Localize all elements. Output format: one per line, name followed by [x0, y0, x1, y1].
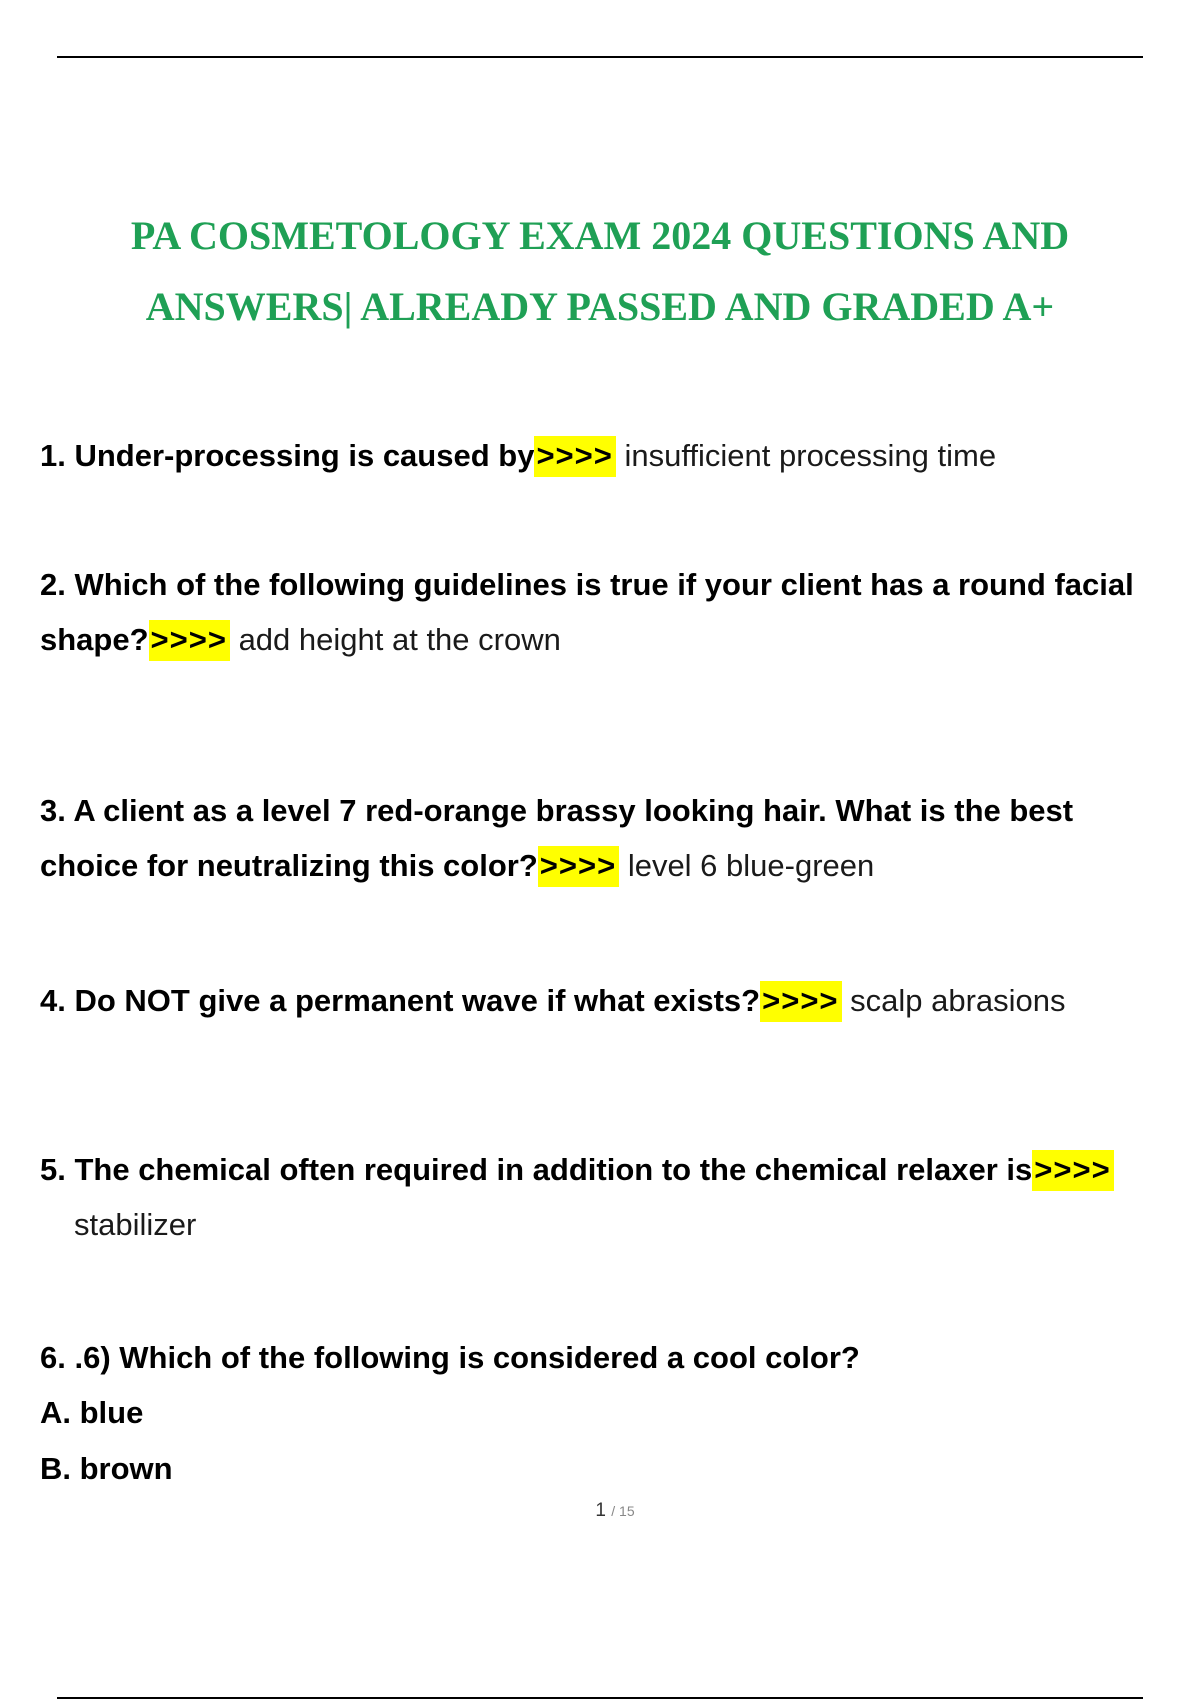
header-rule — [57, 56, 1143, 58]
question-5: 5. The chemical often required in addition to the chemical relaxer is — [40, 1152, 1033, 1187]
qa-item-2 — [40, 557, 1170, 667]
answer-1: insufficient processing time — [615, 438, 997, 473]
answer-4: scalp abrasions — [841, 983, 1066, 1018]
qa-item-6 — [40, 1330, 1170, 1497]
answer-3: level 6 blue-green — [619, 848, 875, 883]
page-indicator — [0, 1500, 1200, 1522]
answer-marker-2: >>>> — [149, 620, 230, 661]
title-line-1: PA COSMETOLOGY EXAM 2024 QUESTIONS AND — [130, 213, 1070, 258]
option-a: A. blue — [40, 1395, 144, 1430]
option-b: B. brown — [40, 1451, 173, 1486]
qa-item-4 — [40, 973, 1170, 1028]
question-4: 4. Do NOT give a permanent wave if what exists? — [40, 983, 761, 1018]
title-line-2: ANSWERS| ALREADY PASSED AND GRADED A+ — [145, 284, 1055, 329]
footer-rule — [57, 1697, 1143, 1699]
answer-marker-4: >>>> — [760, 981, 841, 1022]
question-3: 3. A client as a level 7 red-orange brassy looking hair. What is the best choice for neutralizing this color? — [40, 793, 1074, 883]
answer-marker-1: >>>> — [534, 436, 615, 477]
document-title — [100, 200, 1100, 342]
question-1: 1. Under-processing is caused by — [40, 438, 535, 473]
answer-5: stabilizer — [74, 1207, 197, 1242]
page-number: 1 — [595, 1500, 606, 1521]
page-total: / 15 — [611, 1503, 635, 1519]
answer-2: add height at the crown — [229, 622, 561, 657]
answer-marker-3: >>>> — [538, 846, 619, 887]
qa-item-3 — [40, 783, 1170, 893]
question-2: 2. Which of the following guidelines is true if your client has a round facial shape? — [40, 567, 1134, 657]
qa-item-1 — [40, 428, 1170, 483]
question-6: 6. .6) Which of the following is considered a cool color? — [40, 1340, 860, 1375]
qa-item-5 — [40, 1142, 1170, 1252]
answer-marker-5: >>>> — [1032, 1150, 1113, 1191]
